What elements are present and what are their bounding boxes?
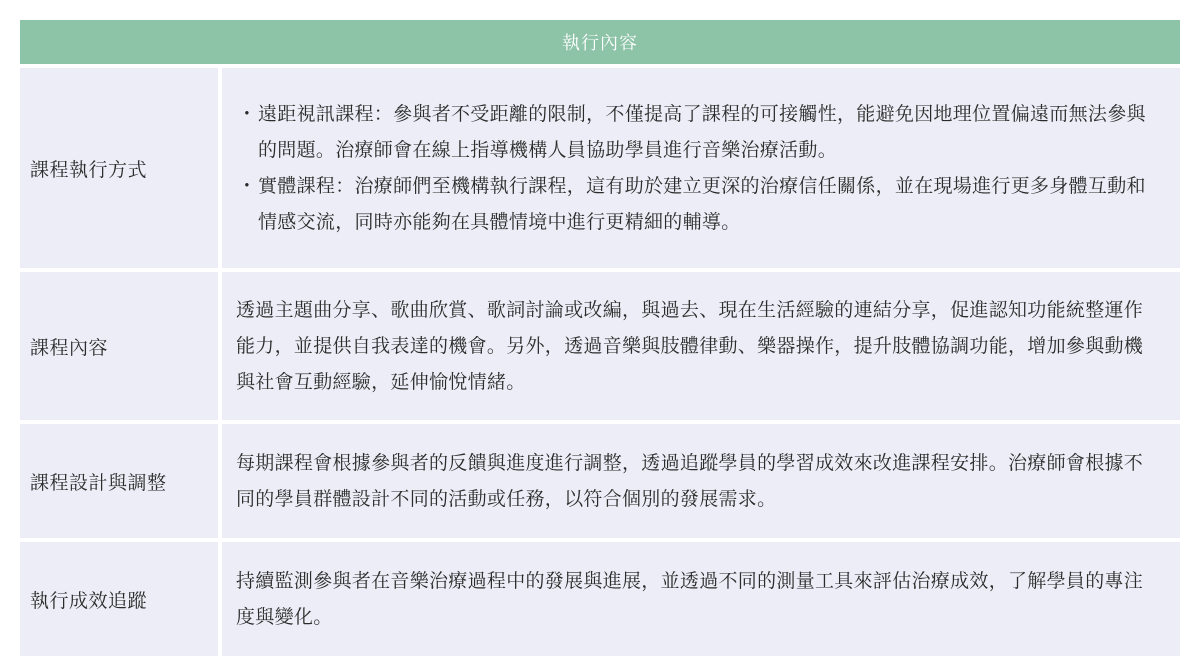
row-content-outcome-tracking: 持續監測參與者在音樂治療過程中的發展與進展，並透過不同的測量工具來評估治療成效，了解學員的專注度與變化。 (222, 542, 1180, 656)
row-content-course-content: 透過主題曲分享、歌曲欣賞、歌詞討論或改編，與過去、現在生活經驗的連結分享，促進認知功能統整運作能力，並提供自我表達的機會。另外，透過音樂與肢體律動、樂器操作，提升肢體協調功能，增加參與動機與社會互動經驗，延伸愉悅情緒。 (222, 272, 1180, 420)
table-row (20, 420, 1180, 538)
bullet-text-remote: 遠距視訊課程：參與者不受距離的限制，不僅提高了課程的可接觸性，能避免因地理位置偏遠而無法參與的問題。治療師會在線上指導機構人員協助學員進行音樂治療活動。 (258, 103, 1146, 161)
table-row (20, 538, 1180, 656)
table-row (20, 268, 1180, 420)
row-label-outcome-tracking: 執行成效追蹤 (20, 542, 218, 656)
row-label-course-content: 課程內容 (20, 272, 218, 420)
bullet-dot-icon: ・ (237, 175, 257, 197)
execution-content-table (20, 20, 1180, 656)
row-content-course-design: 每期課程會根據參與者的反饋與進度進行調整，透過追蹤學員的學習成效來改進課程安排。治療師會根據不同的學員群體設計不同的活動或任務，以符合個別的發展需求。 (222, 424, 1180, 538)
row-label-course-method: 課程執行方式 (20, 68, 218, 268)
list-item (236, 96, 1162, 168)
bullet-dot-icon: ・ (237, 103, 257, 125)
row-content-course-method (222, 68, 1180, 268)
list-item (236, 168, 1162, 240)
table-row (20, 64, 1180, 268)
bullet-text-onsite: 實體課程：治療師們至機構執行課程，這有助於建立更深的治療信任關係，並在現場進行更多身體互動和情感交流，同時亦能夠在具體情境中進行更精細的輔導。 (258, 175, 1146, 233)
table-header: 執行內容 (20, 20, 1180, 64)
row-label-course-design: 課程設計與調整 (20, 424, 218, 538)
